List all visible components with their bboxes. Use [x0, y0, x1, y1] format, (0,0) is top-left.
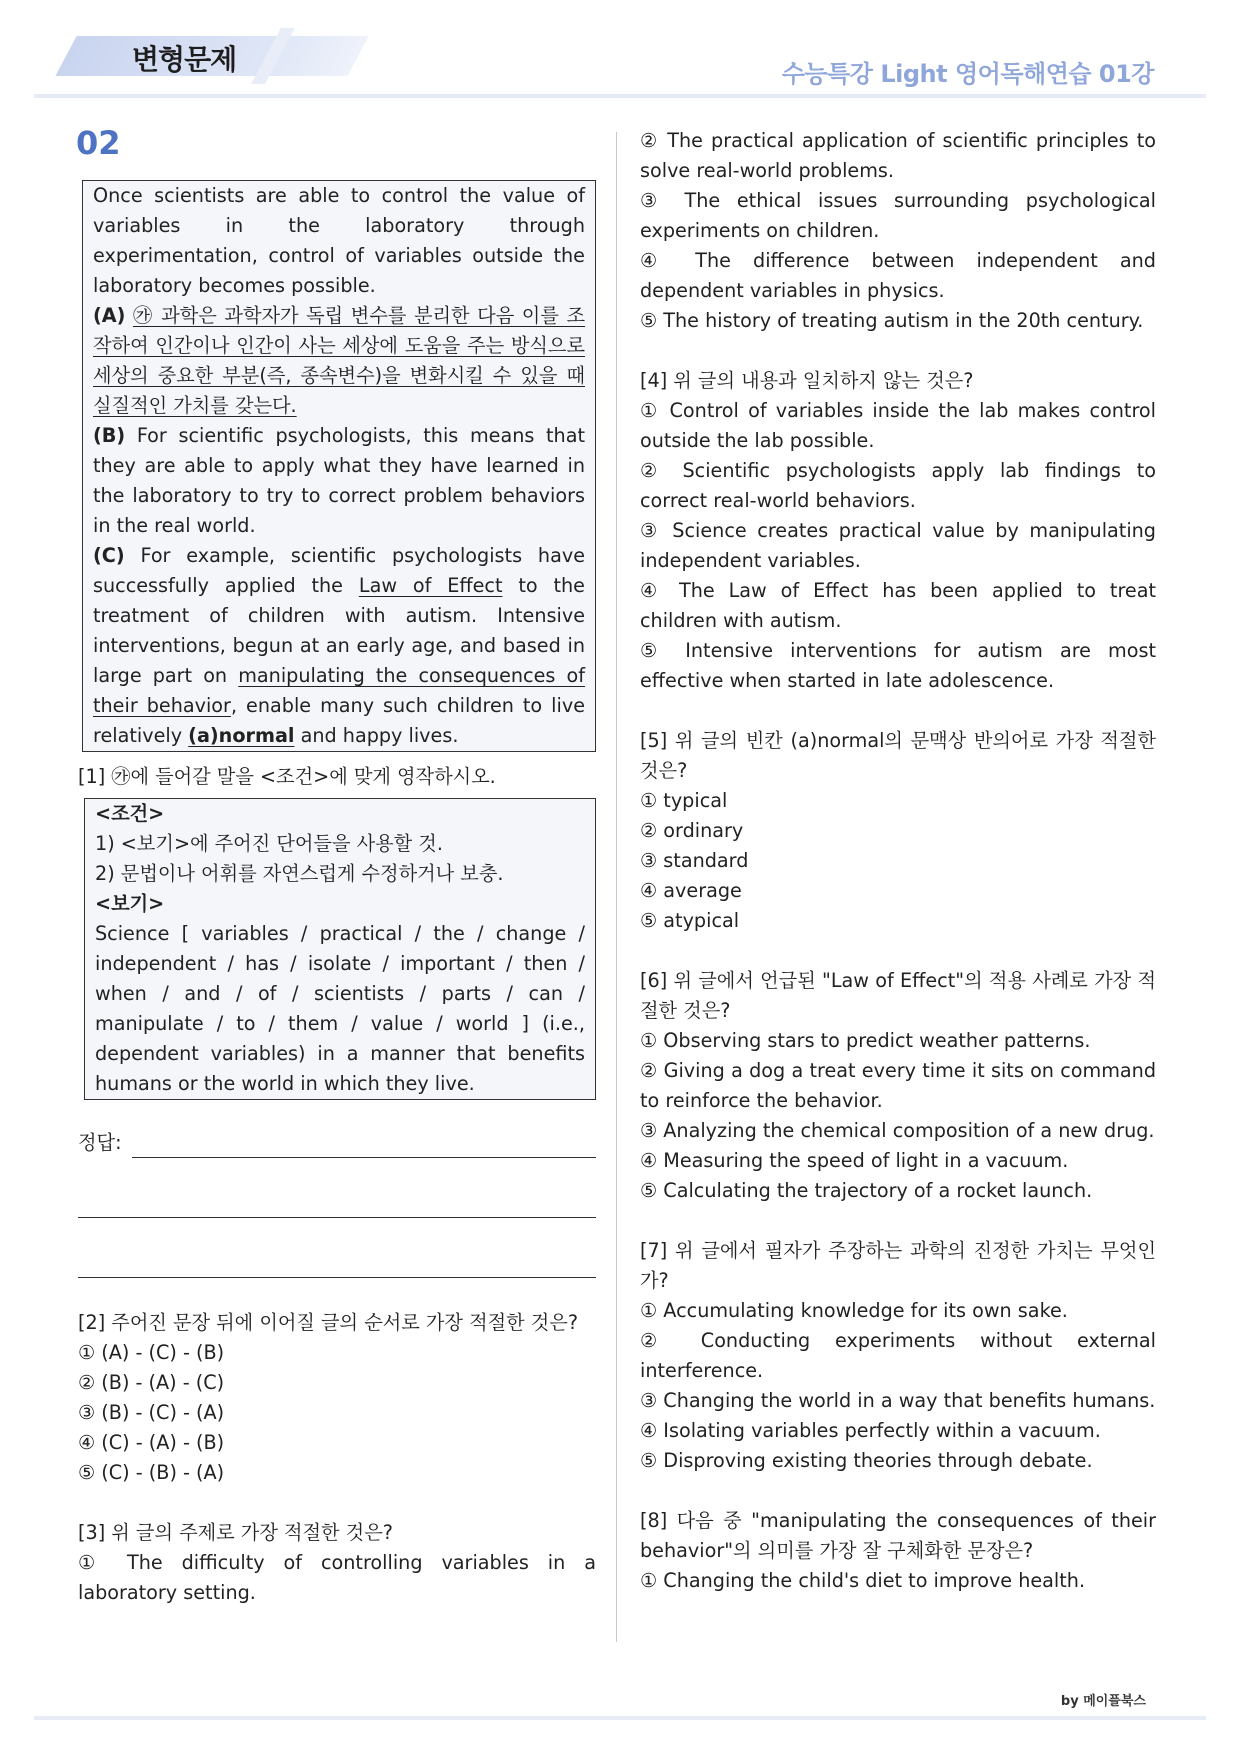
- q4-option[interactable]: ③ Science creates practical value by manipulating independent variables.: [640, 519, 1156, 572]
- q4-option[interactable]: ① Control of variables inside the lab makes control outside the lab possible.: [640, 399, 1156, 452]
- example-box-text: Science [ variables / practical / the / change / independent / has / isolate / important / then / when / and / of / scientists / parts / can / manipulate / to / them / value / world ] (i.e., dependent variables) in a manner that benefits humans or the world in which they live.: [95, 922, 585, 1095]
- q7-option[interactable]: ② Conducting experiments without external interference.: [640, 1329, 1156, 1382]
- q8-option[interactable]: ① Changing the child's diet to improve health.: [640, 1569, 1086, 1592]
- q7-option[interactable]: ③ Changing the world in a way that benefits humans.: [640, 1389, 1156, 1412]
- answer-line[interactable]: [132, 1140, 596, 1158]
- q3-option[interactable]: ④ The difference between independent and dependent variables in physics.: [640, 249, 1156, 302]
- q7-option[interactable]: ⑤ Disproving existing theories through debate.: [640, 1449, 1093, 1472]
- header-rule: [34, 94, 1206, 98]
- column-divider: [616, 132, 617, 1642]
- paragraph-a-label: (A): [93, 304, 126, 327]
- q2-option[interactable]: ⑤ (C) - (B) - (A): [78, 1461, 225, 1484]
- q7-option[interactable]: ① Accumulating knowledge for its own sake.: [640, 1299, 1068, 1322]
- q4-prompt: [4] 위 글의 내용과 일치하지 않는 것은?: [640, 369, 974, 392]
- q6-option[interactable]: ② Giving a dog a treat every time it sits on command to reinforce the behavior.: [640, 1059, 1156, 1112]
- q2-option[interactable]: ③ (B) - (C) - (A): [78, 1401, 225, 1424]
- q3-option[interactable]: ① The difficulty of controlling variables in a laboratory setting.: [78, 1551, 596, 1604]
- q1-prompt: [1] ㉮에 들어갈 말을 <조건>에 맞게 영작하시오.: [78, 765, 496, 788]
- q2-option[interactable]: ② (B) - (A) - (C): [78, 1371, 225, 1394]
- q6-option[interactable]: ③ Analyzing the chemical composition of a new drug.: [640, 1119, 1155, 1142]
- footer-brand: by 메이플북스: [1060, 1694, 1146, 1709]
- blank-a-normal: (a)normal: [188, 724, 295, 747]
- condition-title: <조건>: [95, 802, 165, 825]
- passage-intro: Once scientists are able to control the value of variables in the laboratory through experimentation, control of variables outside the laboratory becomes possible.: [93, 184, 585, 297]
- condition-1: 1) <보기>에 주어진 단어들을 사용할 것.: [95, 832, 443, 855]
- q3-option[interactable]: ③ The ethical issues surrounding psychological experiments on children.: [640, 189, 1156, 242]
- answer-line[interactable]: [78, 1248, 596, 1278]
- q7-option[interactable]: ④ Isolating variables perfectly within a vacuum.: [640, 1419, 1101, 1442]
- answer-line[interactable]: [78, 1188, 596, 1218]
- answer-label: 정답:: [78, 1131, 122, 1154]
- condition-2: 2) 문법이나 어휘를 자연스럽게 수정하거나 보충.: [95, 862, 504, 885]
- q4-option[interactable]: ② Scientific psychologists apply lab findings to correct real-world behaviors.: [640, 459, 1156, 512]
- q6-option[interactable]: ⑤ Calculating the trajectory of a rocket launch.: [640, 1179, 1093, 1202]
- example-box-title: <보기>: [95, 892, 165, 915]
- q5-option[interactable]: ③ standard: [640, 849, 749, 872]
- q6-option[interactable]: ④ Measuring the speed of light in a vacuum.: [640, 1149, 1069, 1172]
- q5-option[interactable]: ④ average: [640, 879, 742, 902]
- q3-option[interactable]: ② The practical application of scientific principles to solve real-world problems.: [640, 129, 1156, 182]
- q2-option[interactable]: ① (A) - (C) - (B): [78, 1341, 225, 1364]
- q5-option[interactable]: ② ordinary: [640, 819, 744, 842]
- q3-prompt: [3] 위 글의 주제로 가장 적절한 것은?: [78, 1521, 393, 1544]
- q6-prompt: [6] 위 글에서 언급된 "Law of Effect"의 적용 사례로 가장 적절한 것은?: [640, 969, 1156, 1022]
- passage-box: [82, 180, 596, 752]
- paragraph-c-text: to the treatment of children with autism. Intensive interventions, begun at an early age, and based in large part on: [93, 574, 585, 687]
- q2-prompt: [2] 주어진 문장 뒤에 이어질 글의 순서로 가장 적절한 것은?: [78, 1311, 579, 1334]
- header-title: 수능특강 Light 영어독해연습 01강: [781, 60, 1154, 88]
- manipulating-phrase: manipulating the consequences of their behavior: [93, 664, 585, 717]
- paragraph-c-text: For example, scientific psychologists have successfully applied the: [93, 544, 585, 597]
- q5-prompt: [5] 위 글의 빈칸 (a)normal의 문맥상 반의어로 가장 적절한 것은?: [640, 729, 1156, 782]
- left-column: [78, 180, 596, 1608]
- answer-row: [78, 1128, 596, 1158]
- header-tag-label: 변형문제: [132, 43, 237, 76]
- q7-prompt: [7] 위 글에서 필자가 주장하는 과학의 진정한 가치는 무엇인가?: [640, 1239, 1156, 1292]
- law-of-effect-phrase: Law of Effect: [358, 574, 503, 597]
- q8-prompt: [8] 다음 중 "manipulating the consequences of their behavior"의 의미를 가장 잘 구체화한 문장은?: [640, 1509, 1156, 1562]
- paragraph-c-text: and happy lives.: [294, 724, 459, 747]
- header-tag: [66, 34, 358, 74]
- q2-option[interactable]: ④ (C) - (A) - (B): [78, 1431, 225, 1454]
- passage-paragraph-a: [93, 301, 585, 421]
- q4-option[interactable]: ④ The Law of Effect has been applied to treat children with autism.: [640, 579, 1156, 632]
- q4-option[interactable]: ⑤ Intensive interventions for autism are most effective when started in late adolescence.: [640, 639, 1156, 692]
- q1-condition-box: [84, 798, 596, 1100]
- q3-option[interactable]: ⑤ The history of treating autism in the 20th century.: [640, 309, 1144, 332]
- paragraph-c-label: (C): [93, 544, 125, 567]
- q5-option[interactable]: ⑤ atypical: [640, 909, 740, 932]
- paragraph-b-label: (B): [93, 424, 126, 447]
- paragraph-b-text: For scientific psychologists, this means that they are able to apply what they have learned in the laboratory to try to correct problem behaviors in the real world.: [93, 424, 585, 537]
- footer-rule: [34, 1716, 1206, 1720]
- passage-paragraph-c: [93, 541, 585, 751]
- paragraph-c-text: , enable many such children to live relatively: [93, 694, 585, 747]
- right-column: [640, 126, 1156, 1596]
- paragraph-a-text: ㉮ 과학은 과학자가 독립 변수를 분리한 다음 이를 조작하여 인간이나 인간이 사는 세상에 도움을 주는 방식으로 세상의 중요한 부분(즉, 종속변수)을 변화시킬 수 있을 때 실질적인 가치를 갖는다.: [93, 304, 585, 417]
- q6-option[interactable]: ① Observing stars to predict weather patterns.: [640, 1029, 1091, 1052]
- question-number: 02: [76, 124, 121, 162]
- passage-paragraph-b: [93, 421, 585, 541]
- q5-option[interactable]: ① typical: [640, 789, 728, 812]
